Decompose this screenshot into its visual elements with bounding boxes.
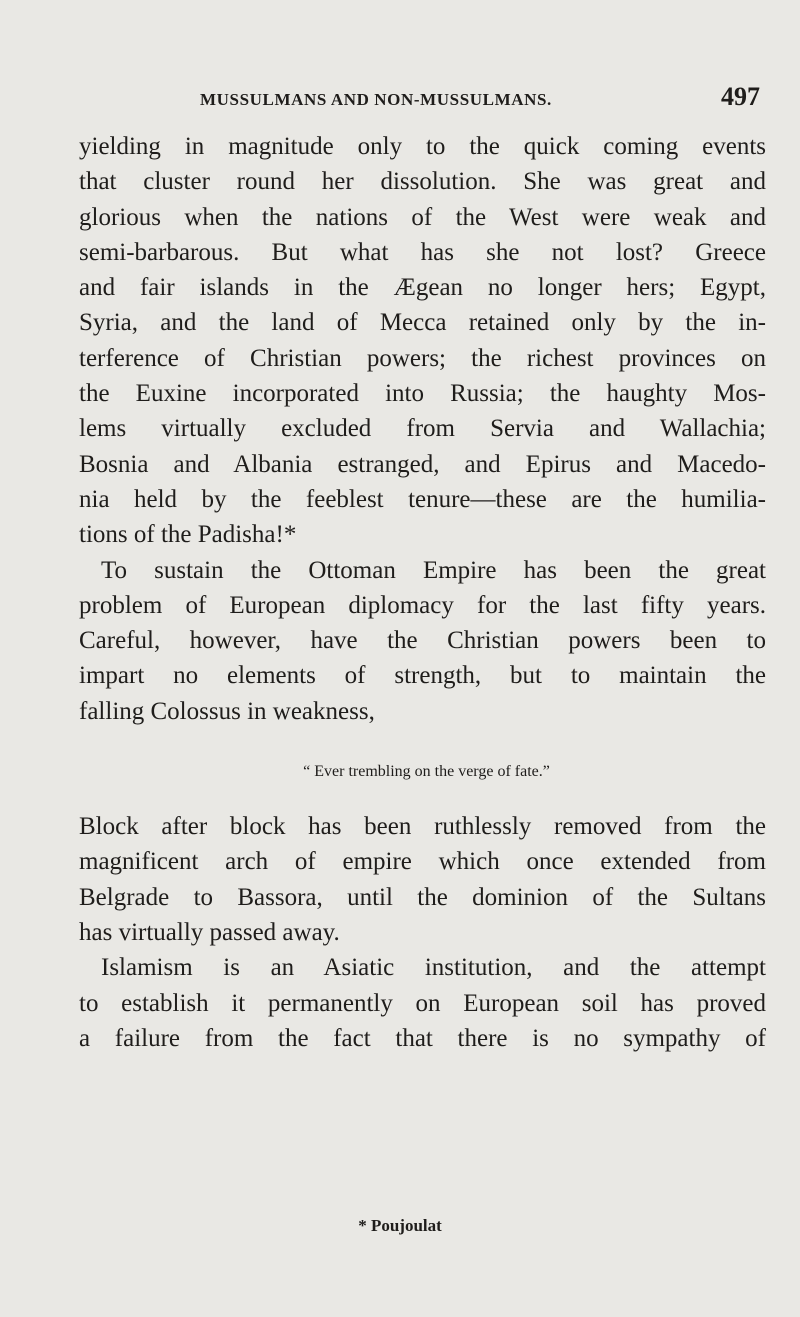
text-line: a failure from the fact that there is no sympathy of [79, 1024, 766, 1052]
running-title: MUSSULMANS AND NON-MUSSULMANS. [200, 90, 552, 109]
footnote: * Poujoulat [358, 1216, 442, 1235]
text-line: nia held by the feeblest tenure—these are the humilia- [79, 485, 766, 513]
text-line: to establish it permanently on European soil has proved [79, 989, 766, 1017]
text-line: lems virtually excluded from Servia and Wallachia; [79, 415, 766, 443]
text-line: Careful, however, have the Christian powers been to [79, 627, 766, 655]
text-line: the Euxine incorporated into Russia; the haughty Mos- [79, 380, 766, 408]
paragraph [79, 950, 766, 1056]
text-line: tions of the Padisha!* [79, 521, 297, 549]
text-line: that cluster round her dissolution. She was great and [79, 168, 766, 196]
text-line: magnificent arch of empire which once extended from [79, 848, 766, 876]
page-number: 497 [721, 82, 760, 111]
text-line: yielding in magnitude only to the quick coming events [79, 133, 766, 160]
body-text [79, 129, 766, 1056]
running-head [200, 84, 760, 118]
text-line: To sustain the Ottoman Empire has been the great [101, 556, 766, 584]
text-line: Block after block has been ruthlessly removed from the [79, 813, 766, 841]
text-line: impart no elements of strength, but to maintain the [79, 662, 766, 690]
paragraph [79, 553, 766, 729]
verse-quotation: “ Ever trembling on the verge of fate.” [303, 763, 550, 781]
text-line: has virtually passed away. [79, 918, 340, 946]
text-line: semi-barbarous. But what has she not lost? Greece [79, 238, 766, 266]
text-line: problem of European diplomacy for the last fifty years. [79, 591, 766, 619]
text-line: Syria, and the land of Mecca retained only by the in- [79, 309, 766, 337]
text-line: terference of Christian powers; the richest provinces on [79, 344, 766, 372]
text-line: Islamism is an Asiatic institution, and the attempt [101, 954, 766, 982]
text-line: glorious when the nations of the West were weak and [79, 203, 766, 231]
paragraph [79, 809, 766, 950]
text-line: Belgrade to Bassora, until the dominion of the Sultans [79, 883, 766, 911]
text-line: Bosnia and Albania estranged, and Epirus and Macedo- [79, 450, 766, 478]
text-line: falling Colossus in weakness, [79, 697, 375, 725]
text-line: and fair islands in the Ægean no longer hers; Egypt, [79, 274, 766, 302]
paragraph [79, 129, 766, 553]
